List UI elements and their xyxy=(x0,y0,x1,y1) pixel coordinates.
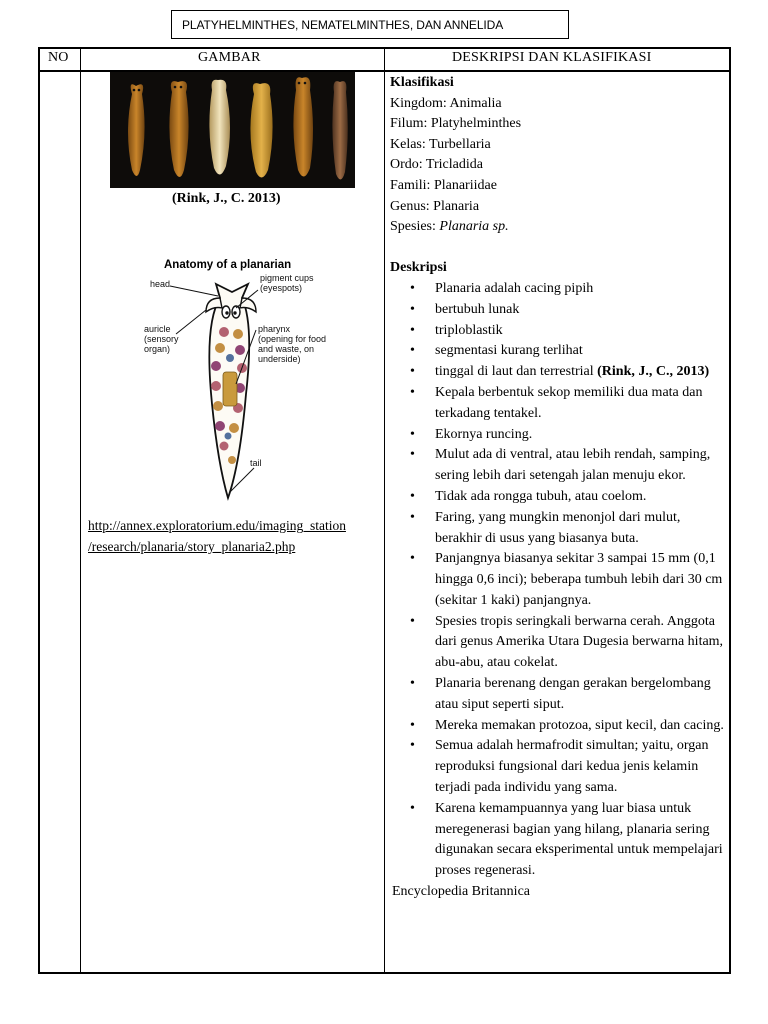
label-pharynx: pharynx xyxy=(258,324,291,334)
label-sensory: (sensory xyxy=(144,334,179,344)
list-item: • bertubuh lunak xyxy=(390,300,726,321)
label-organ: organ) xyxy=(144,344,171,354)
genus-line: Genus: Planaria xyxy=(390,198,480,214)
kelas-line: Kelas: Turbellaria xyxy=(390,136,491,152)
document-title-box xyxy=(171,10,569,39)
list-item: • Karena kemampuannya yang luar biasa untuk meregenerasi bagian yang hilang, planaria sering digunakan secara eksperimental untuk mempelajari proses regenerasi. xyxy=(390,799,726,882)
source-citation: Encyclopedia Britannica xyxy=(392,884,530,900)
klasifikasi-heading: Klasifikasi xyxy=(390,75,454,90)
source-url-line-1[interactable]: http://annex.exploratorium.edu/imaging_station xyxy=(88,518,346,533)
header-gambar: GAMBAR xyxy=(198,50,261,65)
document-title: PLATYHELMINTHES, NEMATELMINTHES, DAN ANNELIDA xyxy=(182,18,504,32)
column-divider-gambar xyxy=(384,47,385,974)
label-pigment-cups: pigment cups xyxy=(260,273,314,283)
label-auricle: auricle xyxy=(144,324,171,334)
pharynx-shape xyxy=(223,372,237,406)
header-deskripsi: DESKRIPSI DAN KLASIFIKASI xyxy=(452,50,652,65)
list-item: • Panjangnya biasanya sekitar 3 sampai 15 mm (0,1 hingga 0,6 inci); beberapa tumbuh lebih dari 30 cm (sekitar 1 kaki) panjangnya. xyxy=(390,549,726,611)
column-divider-no xyxy=(80,47,81,974)
spesies-label: Spesies: xyxy=(390,219,440,235)
ordo-line: Ordo: Tricladida xyxy=(390,157,483,173)
label-pharynx-desc-3: underside) xyxy=(258,354,301,364)
list-item: • Mereka memakan protozoa, siput kecil, dan cacing. xyxy=(390,716,726,737)
filum-line: Filum: Platyhelminthes xyxy=(390,116,522,132)
list-item: • Ekornya runcing. xyxy=(390,425,726,446)
label-eyespots: (eyespots) xyxy=(260,283,303,293)
kingdom-line: Kingdom: Animalia xyxy=(390,95,502,111)
spesies-line xyxy=(390,217,726,238)
deskripsi-heading: Deskripsi xyxy=(390,260,447,276)
spesies-value: Planaria sp. xyxy=(439,219,509,235)
list-item: • Planaria berenang dengan gerakan bergelombang atau siput seperti siput. xyxy=(390,674,726,716)
list-item: • Mulut ada di ventral, atau lebih rendah, samping, sering lebih dari setengah jalan menuju ekor. xyxy=(390,445,726,487)
label-pharynx-desc-2: and waste, on xyxy=(258,344,315,354)
description-column xyxy=(390,73,726,903)
header-no: NO xyxy=(48,50,69,65)
list-item: • Faring, yang mungkin menonjol dari mulut, berakhir di usus yang biasanya buta. xyxy=(390,508,726,550)
list-item: • Semua adalah hermafrodit simultan; yaitu, organ reproduksi fungsional dari kedua jenis kelamin terjadi pada individu yang sama. xyxy=(390,736,726,798)
list-item: • Planaria adalah cacing pipih xyxy=(390,279,726,300)
photo-caption: (Rink, J., C. 2013) xyxy=(172,191,281,206)
anatomy-title: Anatomy of a planarian xyxy=(164,259,292,271)
list-item: • triploblastik xyxy=(390,321,726,342)
list-item: • Spesies tropis seringkali berwarna cerah. Anggota dari genus Amerika Utara Dugesia berwarna hitam, abu-abu, atau cokelat. xyxy=(390,612,726,674)
list-item: • segmentasi kurang terlihat xyxy=(390,341,726,362)
label-pharynx-desc-1: (opening for food xyxy=(258,334,327,344)
list-item: • Tidak ada rongga tubuh, atau coelom. xyxy=(390,487,726,508)
label-head: head xyxy=(150,279,171,289)
source-url-line-2[interactable]: /research/planaria/story_planaria2.php xyxy=(88,539,296,554)
planarian-anatomy-diagram xyxy=(136,254,336,510)
source-url-link[interactable] xyxy=(88,515,346,557)
label-tail: tail xyxy=(250,458,262,468)
list-item-text: tinggal di laut dan terrestrial xyxy=(435,364,594,380)
list-item-with-citation xyxy=(390,362,726,383)
famili-line: Famili: Planariidae xyxy=(390,177,497,193)
planaria-specimens-photo xyxy=(110,72,355,188)
inline-citation: (Rink, J., C., 2013) xyxy=(597,364,710,380)
list-item: • Kepala berbentuk sekop memiliki dua mata dan terkadang tentakel. xyxy=(390,383,726,425)
deskripsi-list xyxy=(390,279,726,882)
